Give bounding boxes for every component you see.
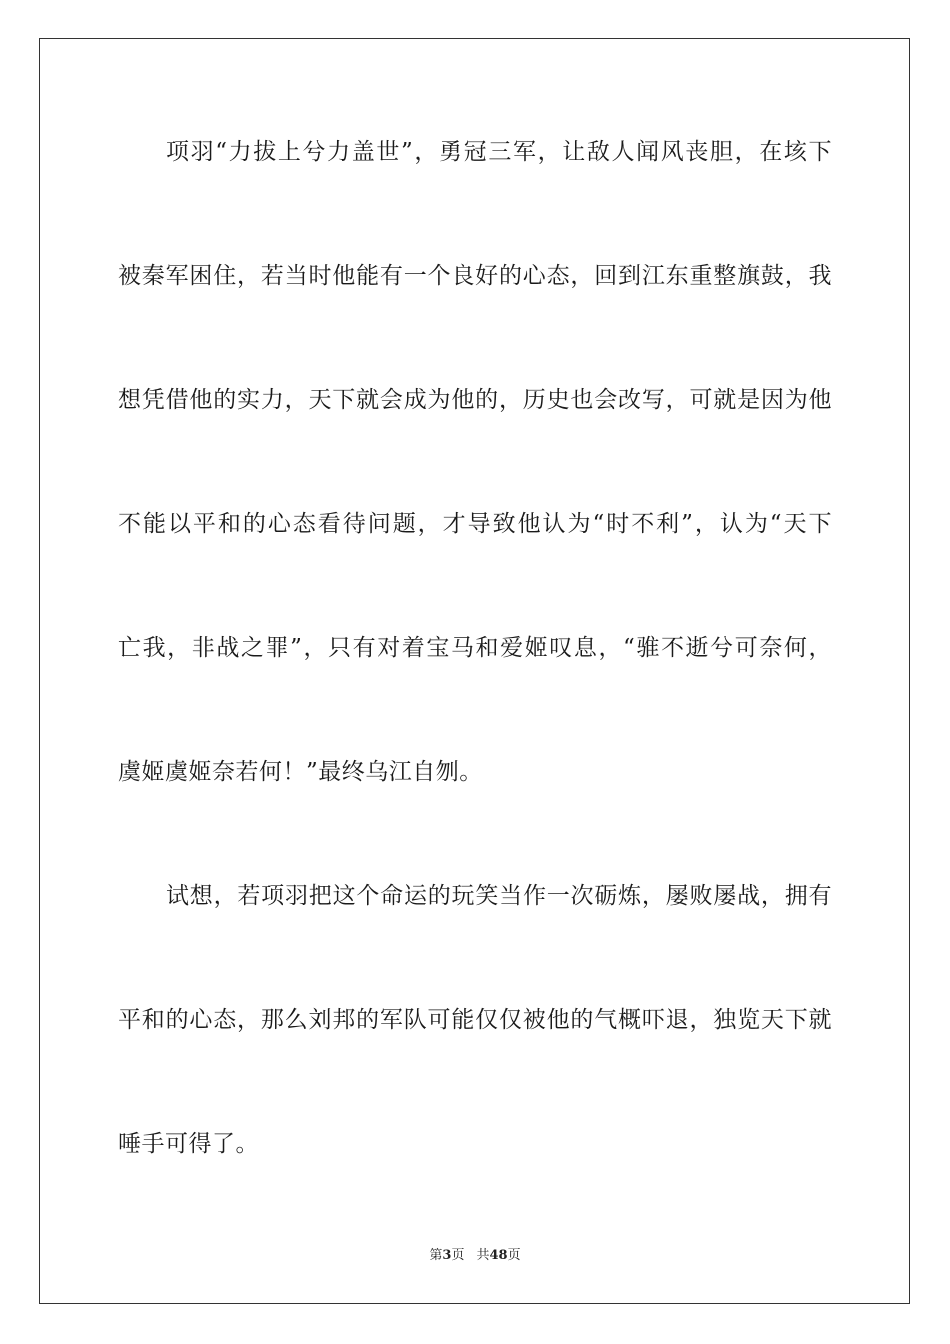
page-prefix: 第 [429,1248,443,1263]
paragraph-line: 想凭借他的实力，天下就会成为他的，历史也会改写，可就是因为他 [118,387,832,413]
paragraph-line: 平和的心态，那么刘邦的军队可能仅仅被他的气概吓退，独览天下就 [118,1007,832,1033]
paragraph-line: 被秦军困住，若当时他能有一个良好的心态，回到江东重整旗鼓，我 [118,263,832,289]
paragraph-line: 项羽“力拔上兮力盖世”，勇冠三军，让敌人闻风丧胆，在垓下 [166,139,832,165]
paragraph-line: 亡我，非战之罪”，只有对着宝马和爱姬叹息，“骓不逝兮可奈何， [118,635,832,661]
page-frame [39,38,910,1304]
paragraph-line: 试想，若项羽把这个命运的玩笑当作一次砺炼，屡败屡战，拥有 [166,883,832,909]
paragraph-line: 不能以平和的心态看待问题，才导致他认为“时不利”，认为“天下 [118,511,832,537]
total-pages: 48 [489,1248,508,1263]
page-number-indicator [429,1248,464,1263]
paragraph-line: 虞姬虞姬奈若何！”最终乌江自刎。 [118,759,483,785]
total-prefix: 共 [476,1248,490,1263]
page-suffix: 页 [451,1248,465,1263]
paragraph-line: 唾手可得了。 [118,1131,259,1157]
page-footer [0,1248,950,1264]
page-number: 3 [442,1248,452,1263]
total-pages-indicator [476,1248,520,1263]
total-suffix: 页 [507,1248,521,1263]
